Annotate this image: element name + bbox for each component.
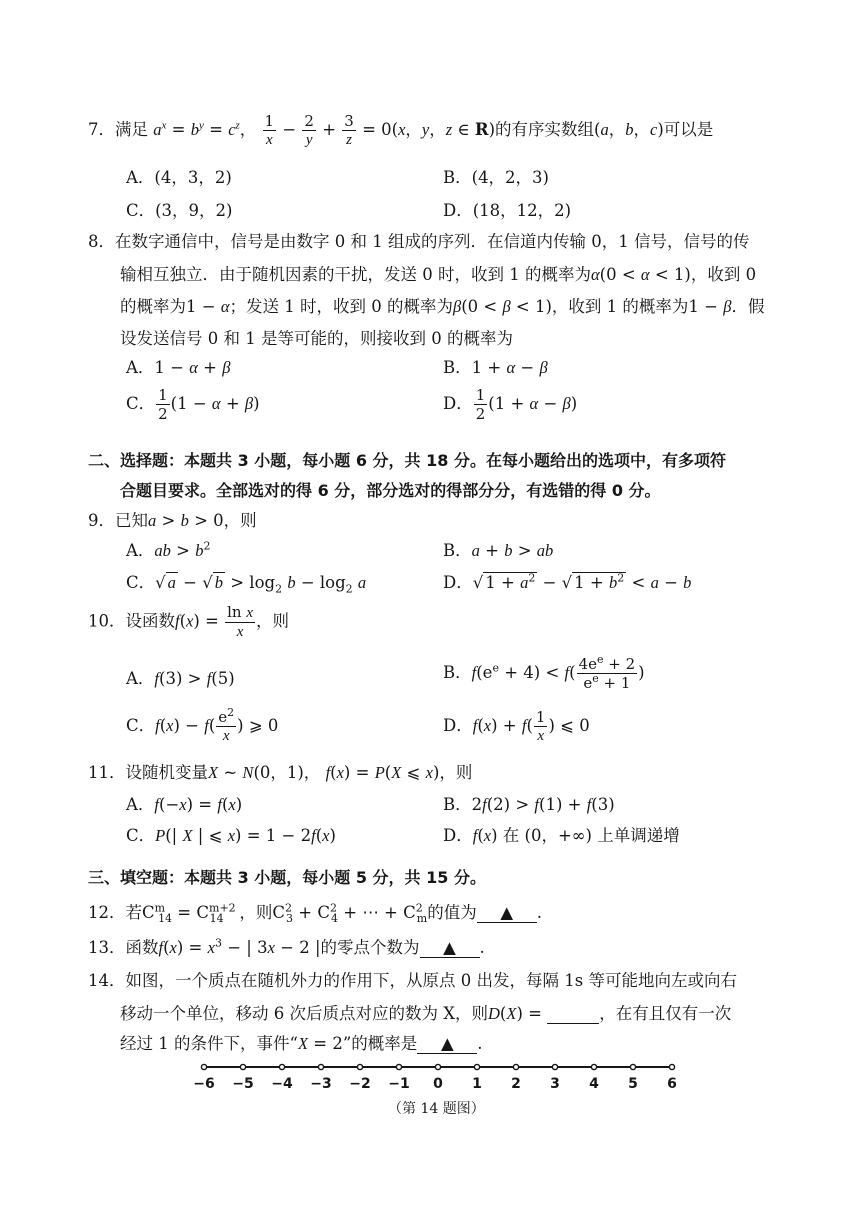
q10-option-c: C．f(x) − f( $\frac{e^2}{x}$ ) ⩾ 0	[126, 706, 279, 744]
q7-option-d: D．(18，12，2)	[443, 201, 572, 220]
q9-option-c: C．√ a − √ $b > \log_2 b - \log_2 a$	[126, 573, 367, 596]
number-line-tick-label: −4	[271, 1076, 293, 1092]
number-line-tick-label: 6	[667, 1076, 677, 1092]
number-line-ticks	[193, 1064, 677, 1092]
number-line-tick-label: −1	[388, 1076, 410, 1092]
number-line-tick-label: 2	[511, 1076, 521, 1092]
q8-option-c: C． $\frac{1}{2}$ (1 − α + β)	[126, 386, 260, 423]
section-3-heading: 三、填空题：本题共 3 小题，每小题 5 分，共 15 分。	[88, 868, 486, 887]
q13-stem: 13．函数$f(x) = x^3$ − | 3x − 2 |的零点个数为 ▲ .	[88, 936, 485, 957]
number-line-point	[435, 1064, 440, 1069]
number-line-tick-label: 0	[433, 1076, 443, 1092]
number-line-point	[669, 1064, 674, 1069]
q8-option-b: B．1 + α − β	[443, 358, 548, 377]
q13-answer-blank: ▲	[420, 939, 480, 958]
number-line-figure	[190, 1058, 690, 1094]
number-line-tick-label: −6	[193, 1076, 215, 1092]
number-line-tick-label: −3	[310, 1076, 332, 1092]
q12-answer-blank: ▲	[477, 904, 537, 923]
number-line-point	[513, 1064, 518, 1069]
number-line-point	[318, 1064, 323, 1069]
q9-option-b: B．a + b > ab	[443, 541, 554, 560]
q14-line-3: 经过 1 的条件下，事件“X = 2”的概率是 ▲ .	[120, 1034, 483, 1053]
q8-line-2: 输相互独立．由于随机因素的干扰，发送 0 时，收到 1 的概率为α(0 < α < 1)，收到 0	[120, 265, 757, 284]
q9-stem: 9．已知a > b > 0，则	[88, 511, 257, 530]
q14-line-2: 移动一个单位，移动 6 次后质点对应的数为 X，则D(X) = ，在有且仅有一次	[120, 1004, 732, 1023]
q14-line-1: 14．如图，一个质点在随机外力的作用下，从原点 0 出发，每隔 1s 等可能地向左或向右	[88, 971, 737, 990]
q7-option-a: A．(4，3，2)	[126, 168, 232, 187]
number-line-tick-label: −5	[232, 1076, 254, 1092]
q7-option-b: B．(4，2，3)	[443, 168, 549, 187]
number-line-point	[630, 1064, 635, 1069]
section-2-heading: 二、选择题：本题共 3 小题，每小题 6 分，共 18 分。在每小题给出的选项中，有多项符	[88, 451, 726, 470]
q7-option-c: C．(3，9，2)	[126, 201, 233, 220]
q12-stem: 12．若$C^m_{14} = C^{m+2}_{14}$ ，则$C^2_3 + C^2_4$ + ⋯ + $C^2_m$的值为 ▲ .	[88, 901, 542, 926]
q8-option-d: D． $\frac{1}{2}$ (1 + α − β)	[443, 386, 578, 423]
number-line-point	[201, 1064, 206, 1069]
q10-option-d: D．f(x) + f( $\frac{1}{x}$ ) ⩽ 0	[443, 708, 590, 744]
number-line-tick-label: 3	[550, 1076, 560, 1092]
number-line-tick-label: −2	[349, 1076, 371, 1092]
number-line-tick-label: 1	[472, 1076, 482, 1092]
q8-option-a: A．1 − α + β	[126, 358, 231, 377]
figure-caption: （第 14 题图）	[388, 1101, 485, 1117]
q9-option-a: A．ab > $b^2$	[126, 539, 211, 560]
q7-stem: 7．满足 $a^x = b^y = c^z$， $\frac{1}{x}$ − $\frac{2}{y}$ + $\frac{3}{z}$ = 0(x，y，z ∈ R)的有序实数组(a，b，c)可以是	[88, 112, 714, 148]
number-line-tick-label: 4	[589, 1076, 599, 1092]
number-line-point	[591, 1064, 596, 1069]
q10-stem: 10．设函数f(x) = $\frac{\text{ln x}}{x}$ ，则	[88, 603, 290, 640]
number-line-point	[279, 1064, 284, 1069]
number-line-point	[474, 1064, 479, 1069]
q10-option-a: A．f(3) > f(5)	[126, 669, 235, 688]
q9-option-d: D．√ $1 + a^2$ − √ $1 + b^2 < a - b$	[443, 571, 692, 592]
number-line-point	[396, 1064, 401, 1069]
section-2-heading-cont: 合题目要求。全部选对的得 6 分，部分选对的得部分分，有选错的得 0 分。	[120, 481, 661, 500]
number-line-point	[357, 1064, 362, 1069]
q11-stem: 11．设随机变量X ~ N(0，1)， f(x) = P(X ⩽ x)，则	[88, 763, 473, 782]
q8-line-4: 设发送信号 0 和 1 是等可能的，则接收到 0 的概率为	[120, 329, 513, 348]
q11-option-c: C．P(| X | ⩽ x) = 1 − 2f(x)	[126, 826, 336, 845]
q8-line-1: 8．在数字通信中，信号是由数字 0 和 1 组成的序列．在信道内传输 0，1 信号，信号的传	[88, 232, 750, 251]
q14-answer-blank-1	[547, 1005, 599, 1024]
q14-answer-blank-2: ▲	[417, 1035, 477, 1054]
q11-option-b: B．2f(2) > f(1) + f(3)	[443, 795, 615, 814]
number-line-tick-label: 5	[628, 1076, 638, 1092]
q11-option-d: D．f(x) 在 (0，+∞) 上单调递增	[443, 826, 680, 845]
q11-option-a: A．f(−x) = f(x)	[126, 795, 243, 814]
number-line-point	[240, 1064, 245, 1069]
q10-option-b: B．$f(e^e + 4) < f$( $\frac{4e^e + 2}{e^e + 1}$ )	[443, 653, 645, 692]
number-line-point	[552, 1064, 557, 1069]
q8-line-3: 的概率为1 − α；发送 1 时，收到 0 的概率为β(0 < β < 1)，收到 1 的概率为1 − β．假	[120, 297, 765, 316]
